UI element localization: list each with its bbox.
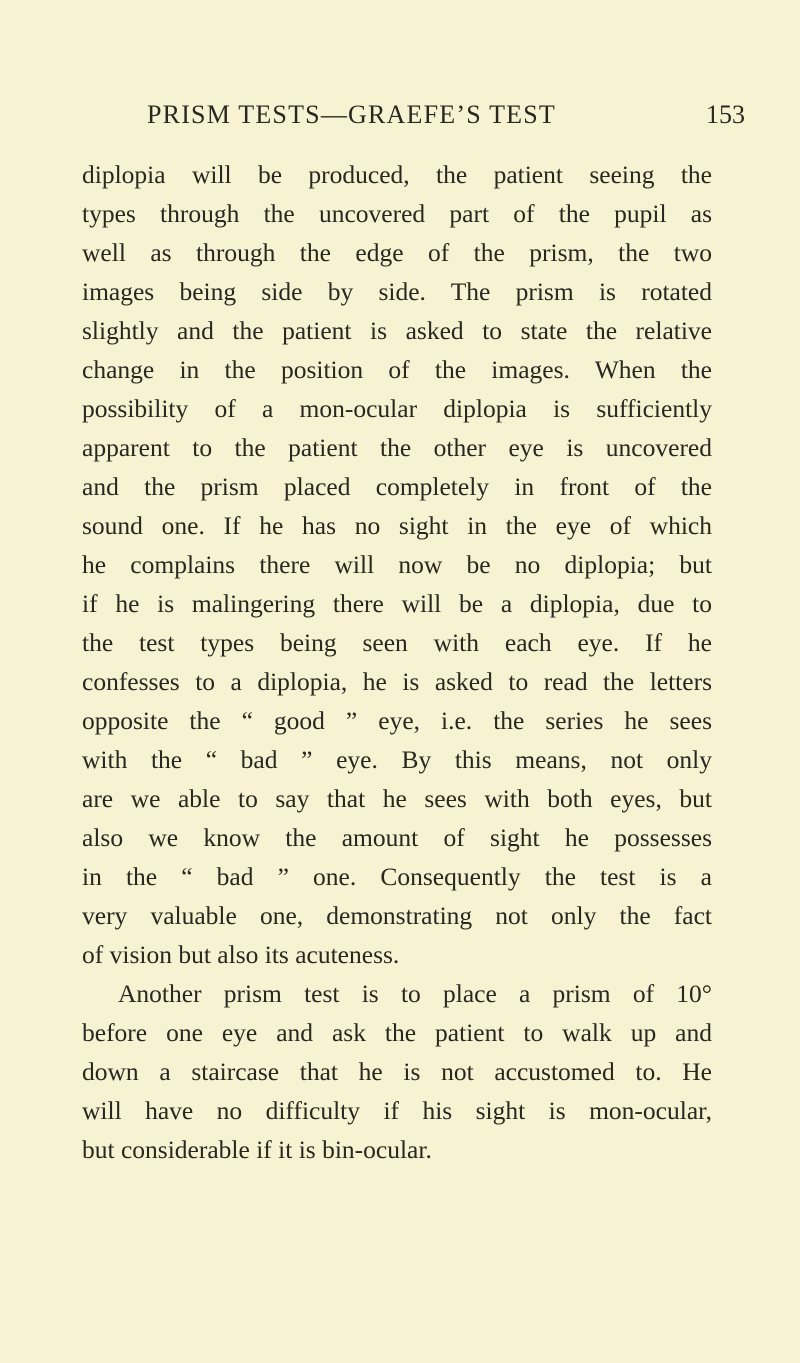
text-line: with the “ bad ” eye. By this means, not only	[82, 745, 712, 774]
running-head: PRISM TESTS—GRAEFE’S TEST	[147, 100, 557, 129]
text-line: diplopia will be produced, the patient seeing the	[82, 160, 712, 189]
text-line: are we able to say that he sees with both eyes, but	[82, 784, 712, 813]
text-line: and the prism placed completely in front of the	[82, 472, 712, 501]
text-line: well as through the edge of the prism, the two	[82, 238, 712, 267]
text-line: opposite the “ good ” eye, i.e. the series he sees	[82, 706, 712, 735]
text-line: possibility of a mon-ocular diplopia is sufficiently	[82, 394, 712, 423]
text-line: down a staircase that he is not accustomed to. He	[82, 1057, 712, 1086]
text-line: the test types being seen with each eye. If he	[82, 628, 712, 657]
text-line: images being side by side. The prism is rotated	[82, 277, 712, 306]
text-line: also we know the amount of sight he possesses	[82, 823, 712, 852]
text-line: change in the position of the images. When the	[82, 355, 712, 384]
text-line: he complains there will now be no diplopia; but	[82, 550, 712, 579]
text-line: but considerable if it is bin-ocular.	[82, 1135, 432, 1164]
text-line: if he is malingering there will be a diplopia, due to	[82, 589, 712, 618]
text-line: will have no difficulty if his sight is mon-ocular,	[82, 1096, 712, 1125]
text-line: types through the uncovered part of the pupil as	[82, 199, 712, 228]
text-line: before one eye and ask the patient to walk up and	[82, 1018, 712, 1047]
text-line: slightly and the patient is asked to state the relative	[82, 316, 712, 345]
page-header	[0, 100, 800, 140]
text-line: very valuable one, demonstrating not only the fact	[82, 901, 712, 930]
text-line: Another prism test is to place a prism of 10°	[118, 979, 712, 1008]
text-line: of vision but also its acuteness.	[82, 940, 400, 969]
text-line: in the “ bad ” one. Consequently the test is a	[82, 862, 712, 891]
page-number: 153	[706, 100, 745, 129]
text-line: sound one. If he has no sight in the eye of which	[82, 511, 712, 540]
text-line: apparent to the patient the other eye is uncovered	[82, 433, 712, 462]
text-line: confesses to a diplopia, he is asked to read the letters	[82, 667, 712, 696]
